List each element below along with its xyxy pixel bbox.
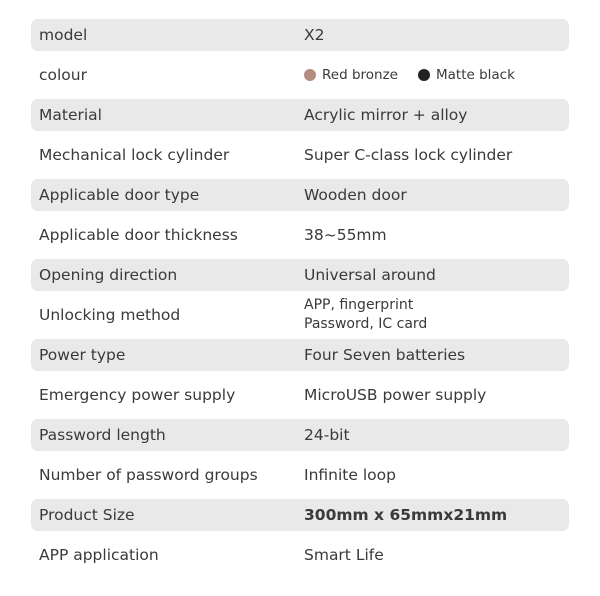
spec-label: model	[39, 26, 88, 44]
spec-value: Wooden door	[304, 186, 407, 204]
spec-row-model	[31, 19, 569, 51]
spec-value: MicroUSB power supply	[304, 386, 487, 404]
spec-table	[31, 19, 569, 579]
spec-value: Universal around	[304, 266, 436, 284]
colour-options	[304, 67, 515, 83]
spec-value: X2	[304, 26, 325, 44]
red-bronze-swatch-icon	[304, 69, 316, 81]
spec-row-app-application	[31, 539, 569, 571]
spec-row-power-type	[31, 339, 569, 371]
spec-row-material	[31, 99, 569, 131]
spec-row-password-length	[31, 419, 569, 451]
spec-label: Emergency power supply	[39, 386, 236, 404]
spec-label: Product Size	[39, 506, 135, 524]
spec-label: Applicable door type	[39, 186, 200, 204]
spec-row-colour	[31, 59, 569, 91]
spec-row-product-size	[31, 499, 569, 531]
spec-value: Infinite loop	[304, 466, 396, 484]
spec-label: Power type	[39, 346, 126, 364]
spec-value: 38~55mm	[304, 226, 387, 244]
spec-label: Password length	[39, 426, 166, 444]
spec-value: Super C-class lock cylinder	[304, 146, 513, 164]
spec-value-line: APP, fingerprint	[304, 297, 414, 313]
spec-value: 24-bit	[304, 426, 350, 444]
spec-value: Smart Life	[304, 546, 384, 564]
colour-name: Matte black	[435, 67, 515, 83]
spec-row-emergency-power	[31, 379, 569, 411]
spec-row-password-groups	[31, 459, 569, 491]
spec-value: Acrylic mirror + alloy	[304, 106, 468, 124]
colour-option-red-bronze	[304, 67, 398, 83]
spec-row-unlocking-method	[31, 299, 569, 331]
spec-value: 300mm x 65mmx21mm	[304, 506, 508, 524]
spec-value-line: Password, IC card	[304, 316, 428, 332]
spec-row-door-type	[31, 179, 569, 211]
spec-label: colour	[39, 66, 87, 84]
colour-option-matte-black	[418, 67, 515, 83]
colour-name: Red bronze	[322, 67, 398, 83]
spec-value	[304, 296, 427, 334]
spec-label: Number of password groups	[39, 466, 258, 484]
matte-black-swatch-icon	[418, 69, 430, 81]
spec-label: APP application	[39, 546, 159, 564]
spec-label: Material	[39, 106, 102, 124]
spec-value: Four Seven batteries	[304, 346, 466, 364]
spec-row-opening-direction	[31, 259, 569, 291]
spec-label: Applicable door thickness	[39, 226, 238, 244]
spec-row-lock-cylinder	[31, 139, 569, 171]
spec-label: Mechanical lock cylinder	[39, 146, 230, 164]
spec-label: Unlocking method	[39, 306, 181, 324]
spec-label: Opening direction	[39, 266, 178, 284]
spec-row-door-thickness	[31, 219, 569, 251]
